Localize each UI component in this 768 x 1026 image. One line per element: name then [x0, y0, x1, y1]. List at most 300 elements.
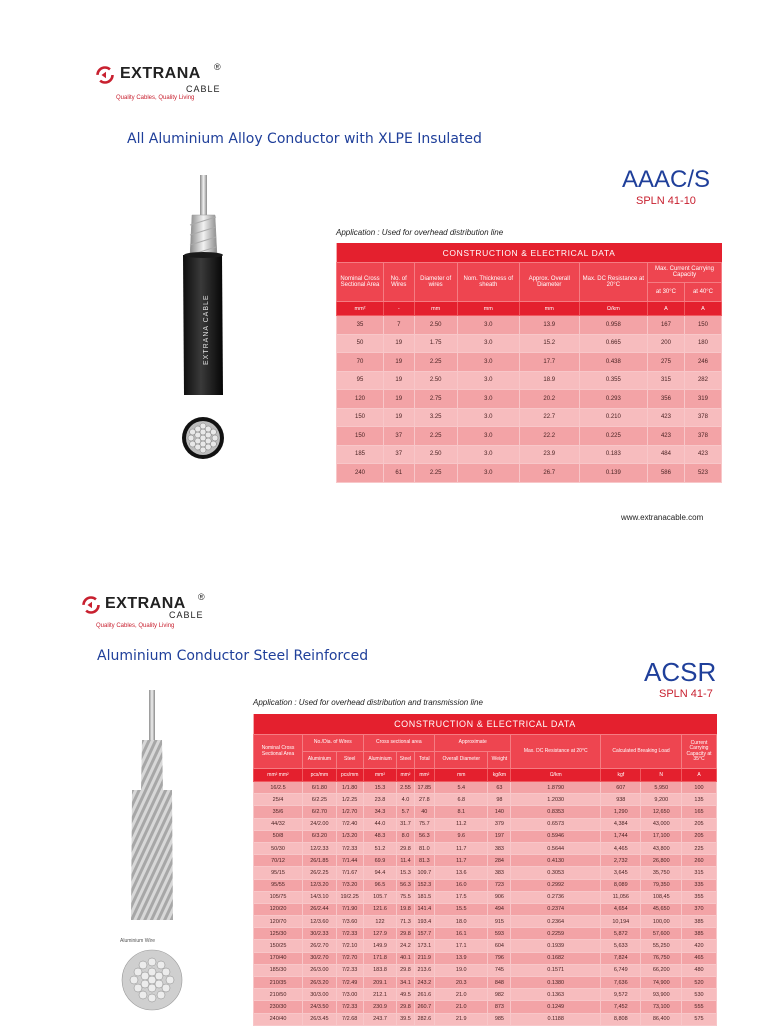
table-cell: 19	[384, 353, 415, 372]
table-cell: 494	[488, 903, 511, 915]
col-subheader: Steel	[397, 752, 414, 769]
table-cell: 50/30	[254, 842, 303, 854]
table-cell: 95	[337, 371, 384, 390]
col-header: Diameter of wires	[414, 263, 457, 302]
table-cell: 7/2.70	[336, 952, 363, 964]
table-cell: 7/1.44	[336, 855, 363, 867]
table-cell: 17,100	[641, 830, 682, 842]
table-cell: 9,200	[641, 794, 682, 806]
col-subheader: Weight	[488, 752, 511, 769]
col-subheader: Overall Diameter	[435, 752, 488, 769]
website: www.extranacable.com	[621, 513, 704, 522]
table-cell: 26/2.44	[303, 903, 337, 915]
table-row	[254, 903, 717, 915]
table-cell: 15.3	[363, 782, 397, 794]
table-cell: 3.0	[457, 316, 519, 335]
table-row	[337, 445, 722, 464]
table-cell: 607	[601, 782, 641, 794]
unit-cell: mm²	[363, 769, 397, 782]
col-header: Approx. Overall Diameter	[519, 263, 579, 302]
table-cell: 1.2030	[511, 794, 601, 806]
table-cell: 0.2374	[511, 903, 601, 915]
table-cell: 0.1939	[511, 940, 601, 952]
table-cell: 2.25	[414, 353, 457, 372]
table-cell: 29.8	[397, 1001, 414, 1013]
table-cell: 18.0	[435, 916, 488, 928]
table-cell: 0.2259	[511, 928, 601, 940]
table-row	[254, 1001, 717, 1013]
table-cell: 120/20	[254, 903, 303, 915]
table-cell: 171.8	[363, 952, 397, 964]
table-cell: 22.7	[519, 408, 579, 427]
table-cell: 3.0	[457, 445, 519, 464]
col-header: Current Carrying Capacity at 35°C	[682, 735, 717, 769]
table-cell: 0.6573	[511, 818, 601, 830]
table-cell: 55,250	[641, 940, 682, 952]
table-cell: 12/2.33	[303, 842, 337, 854]
table-cell: 243.2	[414, 977, 434, 989]
table-cell: 21.0	[435, 1001, 488, 1013]
table-cell: 93,900	[641, 989, 682, 1001]
table-cell: 1.75	[414, 334, 457, 353]
table-cell: 81.0	[414, 842, 434, 854]
table-cell: 555	[682, 1001, 717, 1013]
table-row	[254, 879, 717, 891]
table-cell: 19	[384, 371, 415, 390]
table-cell: 81.3	[414, 855, 434, 867]
table-cell: 7/2.33	[336, 964, 363, 976]
unit-cell: kg/km	[488, 769, 511, 782]
table-cell: 79,350	[641, 879, 682, 891]
table-cell: 205	[682, 830, 717, 842]
table-cell: 34.3	[363, 806, 397, 818]
table-cell: 16.1	[435, 928, 488, 940]
registered-mark: ®	[214, 62, 221, 72]
table-cell: 260	[682, 855, 717, 867]
table-cell: 261.6	[414, 989, 434, 1001]
table-cell: 0.355	[579, 371, 647, 390]
brand-tagline: Quality Cables, Quality Living	[96, 623, 175, 629]
table-cell: 7/3.60	[336, 916, 363, 928]
table-cell: 319	[684, 390, 721, 409]
table-cell: 0.225	[579, 427, 647, 446]
unit-cell: pcs/mm	[336, 769, 363, 782]
table-cell: 0.958	[579, 316, 647, 335]
table-cell: 243.7	[363, 1013, 397, 1025]
acsr-table-body	[254, 782, 717, 1026]
table-cell: 181.5	[414, 891, 434, 903]
table-cell: 423	[647, 408, 684, 427]
table-cell: 50	[337, 334, 384, 353]
table-cell: 8,089	[601, 879, 641, 891]
col-subheader: Aluminium	[303, 752, 337, 769]
table-cell: 24/2.00	[303, 818, 337, 830]
table-cell: 9,572	[601, 989, 641, 1001]
table-cell: 530	[682, 989, 717, 1001]
table-cell: 423	[647, 427, 684, 446]
table-cell: 120/70	[254, 916, 303, 928]
table-cell: 19	[384, 334, 415, 353]
table-cell: 150/25	[254, 940, 303, 952]
unit-cell: mm²	[397, 769, 414, 782]
table-row	[254, 940, 717, 952]
table-cell: 70/12	[254, 855, 303, 867]
table-cell: 0.2736	[511, 891, 601, 903]
table-cell: 0.4130	[511, 855, 601, 867]
table-cell: 915	[488, 916, 511, 928]
table-cell: 50/8	[254, 830, 303, 842]
brand-sub: CABLE	[186, 84, 221, 94]
table-cell: 484	[647, 445, 684, 464]
col-header: Max. Current Carrying Capacity	[647, 263, 721, 283]
table-cell: 0.1380	[511, 977, 601, 989]
table-cell: 378	[684, 408, 721, 427]
table-cell: 0.5946	[511, 830, 601, 842]
table-cell: 15.5	[435, 903, 488, 915]
col-subheader: at 30°C	[647, 282, 684, 302]
table-cell: 212.1	[363, 989, 397, 1001]
table-cell: 0.139	[579, 464, 647, 483]
table-cell: 26/1.85	[303, 855, 337, 867]
standard-acsr: SPLN 41-7	[659, 688, 713, 700]
table-cell: 3.0	[457, 371, 519, 390]
table-cell: 37	[384, 427, 415, 446]
table-cell: 7/1.90	[336, 903, 363, 915]
table-cell: 30/2.33	[303, 928, 337, 940]
table-cell: 315	[647, 371, 684, 390]
table-cell: 6/3.20	[303, 830, 337, 842]
table-cell: 200	[647, 334, 684, 353]
table-cell: 7/2.49	[336, 977, 363, 989]
table-cell: 3.25	[414, 408, 457, 427]
table-cell: 75.7	[414, 818, 434, 830]
col-header: Nominal Cross Sectional Area	[337, 263, 384, 302]
table-cell: 0.1363	[511, 989, 601, 1001]
table-cell: 385	[682, 928, 717, 940]
table-cell: 11.2	[435, 818, 488, 830]
table-cell: 14/3.10	[303, 891, 337, 903]
table-cell: 2,732	[601, 855, 641, 867]
table-cell: 10,194	[601, 916, 641, 928]
table-row	[337, 390, 722, 409]
table-cell: 7/2.10	[336, 940, 363, 952]
table-cell: 94.4	[363, 867, 397, 879]
table-cell: 149.9	[363, 940, 397, 952]
unit-cell: mm	[457, 302, 519, 316]
table-cell: 745	[488, 964, 511, 976]
table-cell: 0.1249	[511, 1001, 601, 1013]
table-row	[254, 842, 717, 854]
product-code-aaac: AAAC/S	[622, 166, 711, 193]
table-cell: 284	[488, 855, 511, 867]
table-cell: 56.3	[397, 879, 414, 891]
table-cell: 43,000	[641, 818, 682, 830]
table-cell: 3.0	[457, 353, 519, 372]
table-cell: 12/3.60	[303, 916, 337, 928]
table-cell: 4,384	[601, 818, 641, 830]
table-cell: 575	[682, 1013, 717, 1025]
table-cell: 109.7	[414, 867, 434, 879]
unit-cell: A	[647, 302, 684, 316]
table-cell: 0.1571	[511, 964, 601, 976]
table-cell: 230/30	[254, 1001, 303, 1013]
table-cell: 185/30	[254, 964, 303, 976]
table-row	[254, 891, 717, 903]
table-cell: 40.1	[397, 952, 414, 964]
table-cell: 7/2.40	[336, 818, 363, 830]
table-cell: 2.50	[414, 371, 457, 390]
table-cell: 3.0	[457, 408, 519, 427]
table-row	[254, 989, 717, 1001]
table-cell: 1,290	[601, 806, 641, 818]
table-cell: 157.7	[414, 928, 434, 940]
table-cell: 593	[488, 928, 511, 940]
table-cell: 211.9	[414, 952, 434, 964]
table-cell: 19.8	[397, 903, 414, 915]
table-row	[337, 408, 722, 427]
table-cell: 385	[682, 916, 717, 928]
table-cell: 86,400	[641, 1013, 682, 1025]
table-cell: 6,749	[601, 964, 641, 976]
table-cell: 21.9	[435, 1013, 488, 1025]
table-cell: 37	[384, 445, 415, 464]
table-cell: 5,633	[601, 940, 641, 952]
table-cell: 43,800	[641, 842, 682, 854]
table-cell: 98	[488, 794, 511, 806]
table-cell: 520	[682, 977, 717, 989]
table-cell: 20.3	[435, 977, 488, 989]
table-cell: 0.2992	[511, 879, 601, 891]
table-cell: 9.6	[435, 830, 488, 842]
table-row	[254, 855, 717, 867]
table-cell: 423	[684, 445, 721, 464]
table-cell: 105/75	[254, 891, 303, 903]
extrana-logo-icon	[96, 66, 114, 84]
table-cell: 19.0	[435, 964, 488, 976]
table-cell: 26/3.20	[303, 977, 337, 989]
table-cell: 13.9	[519, 316, 579, 335]
table-row	[337, 371, 722, 390]
table-cell: 7/3.20	[336, 879, 363, 891]
table-cell: 2.25	[414, 427, 457, 446]
table-row	[337, 334, 722, 353]
table-cell: 848	[488, 977, 511, 989]
table-cell: 61	[384, 464, 415, 483]
table-cell: 152.3	[414, 879, 434, 891]
aaac-spec-table	[336, 243, 722, 483]
table-cell: 71.3	[397, 916, 414, 928]
unit-cell: A	[682, 769, 717, 782]
table-cell: 39.5	[397, 1013, 414, 1025]
table-cell: 31.7	[397, 818, 414, 830]
col-header: Nom. Thickness of sheath	[457, 263, 519, 302]
table-cell: 240/40	[254, 1013, 303, 1025]
table-cell: 2.55	[397, 782, 414, 794]
table-cell: 3.0	[457, 464, 519, 483]
table-cell: 2.50	[414, 316, 457, 335]
table-cell: 108,45	[641, 891, 682, 903]
col-subheader: Steel	[336, 752, 363, 769]
table-cell: 6/2.25	[303, 794, 337, 806]
table-cell: 26,800	[641, 855, 682, 867]
table-cell: 121.6	[363, 903, 397, 915]
table-cell: 225	[682, 842, 717, 854]
table-cell: 3.0	[457, 334, 519, 353]
product-code-acsr: ACSR	[644, 657, 717, 687]
standard-aaac: SPLN 41-10	[636, 195, 696, 207]
table-cell: 420	[682, 940, 717, 952]
table-cell: 63	[488, 782, 511, 794]
table-cell: 2.25	[414, 464, 457, 483]
table-cell: 2.75	[414, 390, 457, 409]
table-cell: 20.2	[519, 390, 579, 409]
label-aluminium-wire: Aluminium Wire	[120, 938, 156, 944]
table-cell: 985	[488, 1013, 511, 1025]
table-cell: 122	[363, 916, 397, 928]
table-cell: 96.5	[363, 879, 397, 891]
table-cell: 275	[647, 353, 684, 372]
table-caption: CONSTRUCTION & ELECTRICAL DATA	[337, 243, 722, 263]
table-cell: 5,872	[601, 928, 641, 940]
table-cell: 21.0	[435, 989, 488, 1001]
table-cell: 7/1.67	[336, 867, 363, 879]
unit-cell: Ω/km	[579, 302, 647, 316]
table-cell: 906	[488, 891, 511, 903]
table-caption: CONSTRUCTION & ELECTRICAL DATA	[254, 714, 717, 735]
table-cell: 3,645	[601, 867, 641, 879]
table-cell: 0.183	[579, 445, 647, 464]
col-subheader: Aluminium	[363, 752, 397, 769]
table-cell: 7/2.33	[336, 842, 363, 854]
table-cell: 6/2.70	[303, 806, 337, 818]
table-cell: 30/2.70	[303, 952, 337, 964]
table-cell: 125/30	[254, 928, 303, 940]
unit-cell: mm²	[337, 302, 384, 316]
table-cell: 105.7	[363, 891, 397, 903]
table-cell: 100,00	[641, 916, 682, 928]
table-cell: 5,950	[641, 782, 682, 794]
unit-cell: mm² mm²	[254, 769, 303, 782]
table-row	[254, 830, 717, 842]
table-cell: 17.7	[519, 353, 579, 372]
table-cell: 75.5	[397, 891, 414, 903]
table-cell: 282.6	[414, 1013, 434, 1025]
table-cell: 120	[337, 390, 384, 409]
table-cell: 465	[682, 952, 717, 964]
table-cell: 7/2.68	[336, 1013, 363, 1025]
table-cell: 48.3	[363, 830, 397, 842]
table-cell: 982	[488, 989, 511, 1001]
acsr-spec-table	[253, 714, 717, 1026]
table-cell: 356	[647, 390, 684, 409]
table-cell: 70	[337, 353, 384, 372]
table-cell: 0.665	[579, 334, 647, 353]
table-cell: 723	[488, 879, 511, 891]
section-title-aaac: All Aluminium Alloy Conductor with XLPE Insulated	[127, 131, 482, 147]
table-row	[254, 782, 717, 794]
table-cell: 230.9	[363, 1001, 397, 1013]
table-cell: 7/3.00	[336, 989, 363, 1001]
table-cell: 29.8	[397, 964, 414, 976]
table-row	[254, 916, 717, 928]
table-cell: 0.210	[579, 408, 647, 427]
brand-name: EXTRANA	[105, 595, 186, 612]
table-row	[254, 818, 717, 830]
unit-cell: mm²	[414, 769, 434, 782]
table-cell: 23.8	[363, 794, 397, 806]
table-cell: 3.0	[457, 427, 519, 446]
table-cell: 29.8	[397, 928, 414, 940]
table-cell: 11,056	[601, 891, 641, 903]
table-cell: 0.2364	[511, 916, 601, 928]
col-subheader: at 40°C	[684, 282, 721, 302]
table-row	[337, 353, 722, 372]
table-row	[254, 867, 717, 879]
unit-cell: mm	[519, 302, 579, 316]
unit-cell: A	[684, 302, 721, 316]
table-cell: 2.50	[414, 445, 457, 464]
table-cell: 180	[684, 334, 721, 353]
table-cell: 35	[337, 316, 384, 335]
table-cell: 4,465	[601, 842, 641, 854]
col-header: Calculated Breaking Load	[601, 735, 682, 769]
table-cell: 383	[488, 842, 511, 854]
table-cell: 44/32	[254, 818, 303, 830]
table-cell: 29.8	[397, 842, 414, 854]
col-subheader: Total	[414, 752, 434, 769]
unit-cell: N	[641, 769, 682, 782]
table-cell: 246	[684, 353, 721, 372]
unit-cell: Ω/km	[511, 769, 601, 782]
table-cell: 480	[682, 964, 717, 976]
table-cell: 185	[337, 445, 384, 464]
table-cell: 49.5	[397, 989, 414, 1001]
brand-sub: CABLE	[169, 610, 204, 620]
table-cell: 586	[647, 464, 684, 483]
table-cell: 0.438	[579, 353, 647, 372]
table-cell: 7	[384, 316, 415, 335]
table-cell: 150	[684, 316, 721, 335]
table-cell: 1/2.25	[336, 794, 363, 806]
table-cell: 210/35	[254, 977, 303, 989]
table-cell: 17.1	[435, 940, 488, 952]
table-cell: 210/50	[254, 989, 303, 1001]
table-cell: 167	[647, 316, 684, 335]
brand-name: EXTRANA	[120, 65, 201, 82]
registered-mark: ®	[198, 592, 205, 602]
unit-cell: mm	[414, 302, 457, 316]
table-row	[254, 964, 717, 976]
table-cell: 193.4	[414, 916, 434, 928]
table-cell: 34.1	[397, 977, 414, 989]
table-cell: 44.0	[363, 818, 397, 830]
aaac-cable-image	[170, 175, 240, 475]
table-cell: 205	[682, 818, 717, 830]
table-cell: 4,654	[601, 903, 641, 915]
table-cell: 45,650	[641, 903, 682, 915]
table-cell: 26/3.45	[303, 1013, 337, 1025]
table-cell: 5.7	[397, 806, 414, 818]
col-header: No. of Wires	[384, 263, 415, 302]
table-cell: 7,452	[601, 1001, 641, 1013]
table-row	[337, 427, 722, 446]
table-cell: 56.3	[414, 830, 434, 842]
cable-print-aaac: EXTRANA CABLE	[203, 294, 210, 365]
table-cell: 0.293	[579, 390, 647, 409]
table-cell: 6.8	[435, 794, 488, 806]
table-cell: 1,744	[601, 830, 641, 842]
brand-tagline: Quality Cables, Quality Living	[116, 95, 195, 101]
